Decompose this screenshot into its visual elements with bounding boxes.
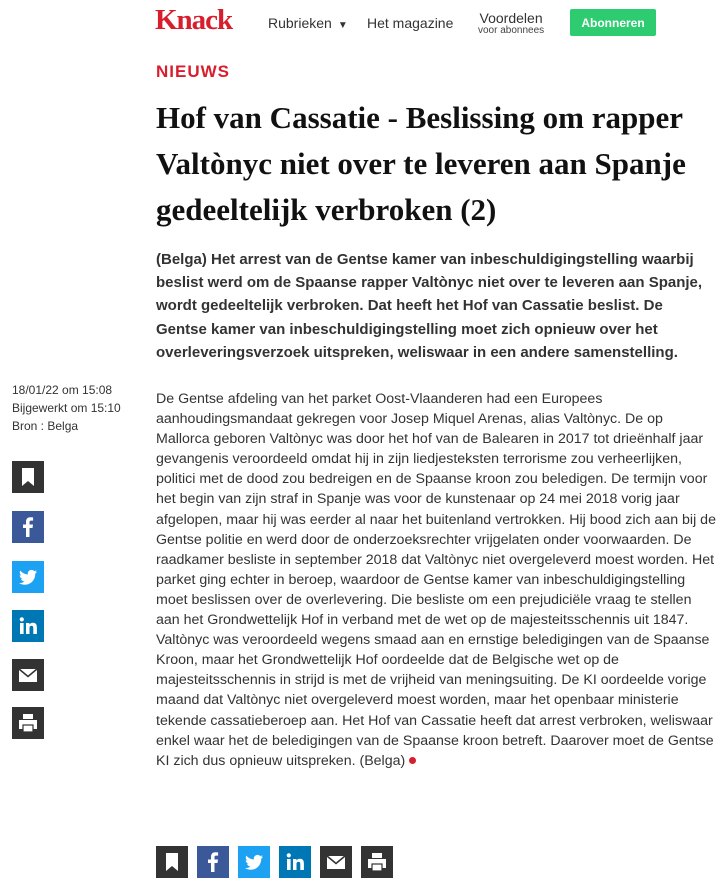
published-date: 18/01/22 om 15:08: [12, 383, 113, 397]
bookmark-icon: [12, 461, 44, 493]
bookmark-icon: [156, 846, 188, 878]
bookmark-button[interactable]: [12, 461, 44, 493]
twitter-share-button[interactable]: [12, 561, 44, 593]
linkedin-share-button-bottom[interactable]: [279, 846, 311, 878]
facebook-share-button-bottom[interactable]: [197, 846, 229, 878]
updated-time: Bijgewerkt om 15:10: [12, 401, 121, 415]
nav-voordelen[interactable]: [478, 11, 544, 36]
article-body: [156, 389, 718, 771]
facebook-share-button[interactable]: [12, 511, 44, 543]
article-lead: (Belga) Het arrest van de Gentse kamer van inbeschuldigingstelling waarbij beslist werd om de Spaanse rapper Valtònyc niet over te leveren aan Spanje, wordt gedeeltelijk verbroken. Dat heeft het Hof van Cassatie beslist. De Gentse kamer van inbeschuldigingstelling moet zich opnieuw over het overleveringsverzoek uitspreken, weliswaar in een andere samenstelling.: [156, 251, 703, 361]
email-share-button[interactable]: [12, 659, 44, 691]
nav-rubrieken[interactable]: [268, 15, 348, 31]
nav-voordelen-sublabel: voor abonnees: [478, 25, 545, 36]
facebook-icon: [197, 846, 229, 878]
caret-down-icon: ▼: [337, 20, 348, 31]
print-button[interactable]: [12, 707, 44, 739]
knack-logo[interactable]: Knack: [155, 4, 233, 36]
article-category[interactable]: NIEUWS: [156, 62, 230, 81]
subscribe-button[interactable]: Abonneren: [570, 9, 656, 36]
linkedin-icon: [12, 610, 44, 642]
end-marker-icon: [409, 757, 416, 764]
twitter-icon: [12, 561, 44, 593]
article-meta: [12, 381, 121, 435]
nav-het-magazine[interactable]: Het magazine: [367, 15, 454, 31]
print-button-bottom[interactable]: [361, 846, 393, 878]
email-share-button-bottom[interactable]: [320, 846, 352, 878]
linkedin-share-button[interactable]: [12, 610, 44, 642]
site-header: [0, 0, 728, 46]
nav-voordelen-label: Voordelen: [479, 10, 543, 26]
twitter-share-button-bottom[interactable]: [238, 846, 270, 878]
email-icon: [320, 846, 352, 878]
email-icon: [12, 659, 44, 691]
article-body-text: De Gentse afdeling van het parket Oost-Vlaanderen had een Europees aanhoudingsmandaat gekregen voor Josep Miquel Arenas, alias Valtònyc. De op Mallorca geboren Valtònyc was door het hof van de Balearen in 2017 tot drieënhalf jaar gevangenis veroordeeld omdat hij in zijn liedjesteksten terrorisme zou verheerlijken, politici met de dood zou bedreigen en de Spaanse kroon zou beledigen. De termijn voor het begin van zijn straf in Spanje was voor de kunstenaar op 24 mei 2018 vorig jaar afgelopen, maar hij was eerder al naar het buitenland vertrokken. Hij bood zich aan bij de Gentse politie en werd door de onderzoeksrechter vrijgelaten onder voorwaarden. De raadkamer besliste in september 2018 dat Valtònyc niet overgeleverd moest worden. Het parket ging echter in beroep, waardoor de Gentse kamer van inbeschuldigingstelling moet beslissen over de overlevering. Die besliste om een prejudiciële vraag te stellen aan het Grondwettelijk Hof in verband met de wet op de majesteitsschennis uit 1847. Valtònyc was veroordeeld wegens smaad aan en ernstige beledigingen van de Spaanse Kroon, maar het Grondwettelijk Hof oordeelde dat de Belgische wet op de majesteitsschennis in strijd is met de vrijheid van meningsuiting. De KI oordeelde vorige maand dat Valtònyc niet overgeleverd moest worden, maar het openbaar ministerie tekende cassatieberoep aan. Het Hof van Cassatie heeft dat arrest verbroken, weliswaar enkel waar het de beledigingen van de Spaanse kroon betreft. Daarover moet de Gentse KI zich dus opnieuw uitspreken. (Belga): [156, 391, 716, 769]
article-title: Hof van Cassatie - Beslissing om rapper Valtònyc niet over te leveren aan Spanje gedeeltelijk verbroken (2): [156, 100, 686, 227]
print-icon: [12, 707, 44, 739]
nav-rubrieken-label: Rubrieken: [268, 15, 332, 31]
article-source: Bron : Belga: [12, 419, 79, 433]
print-icon: [361, 846, 393, 878]
twitter-icon: [238, 846, 270, 878]
linkedin-icon: [279, 846, 311, 878]
facebook-icon: [12, 511, 44, 543]
bookmark-button-bottom[interactable]: [156, 846, 188, 878]
